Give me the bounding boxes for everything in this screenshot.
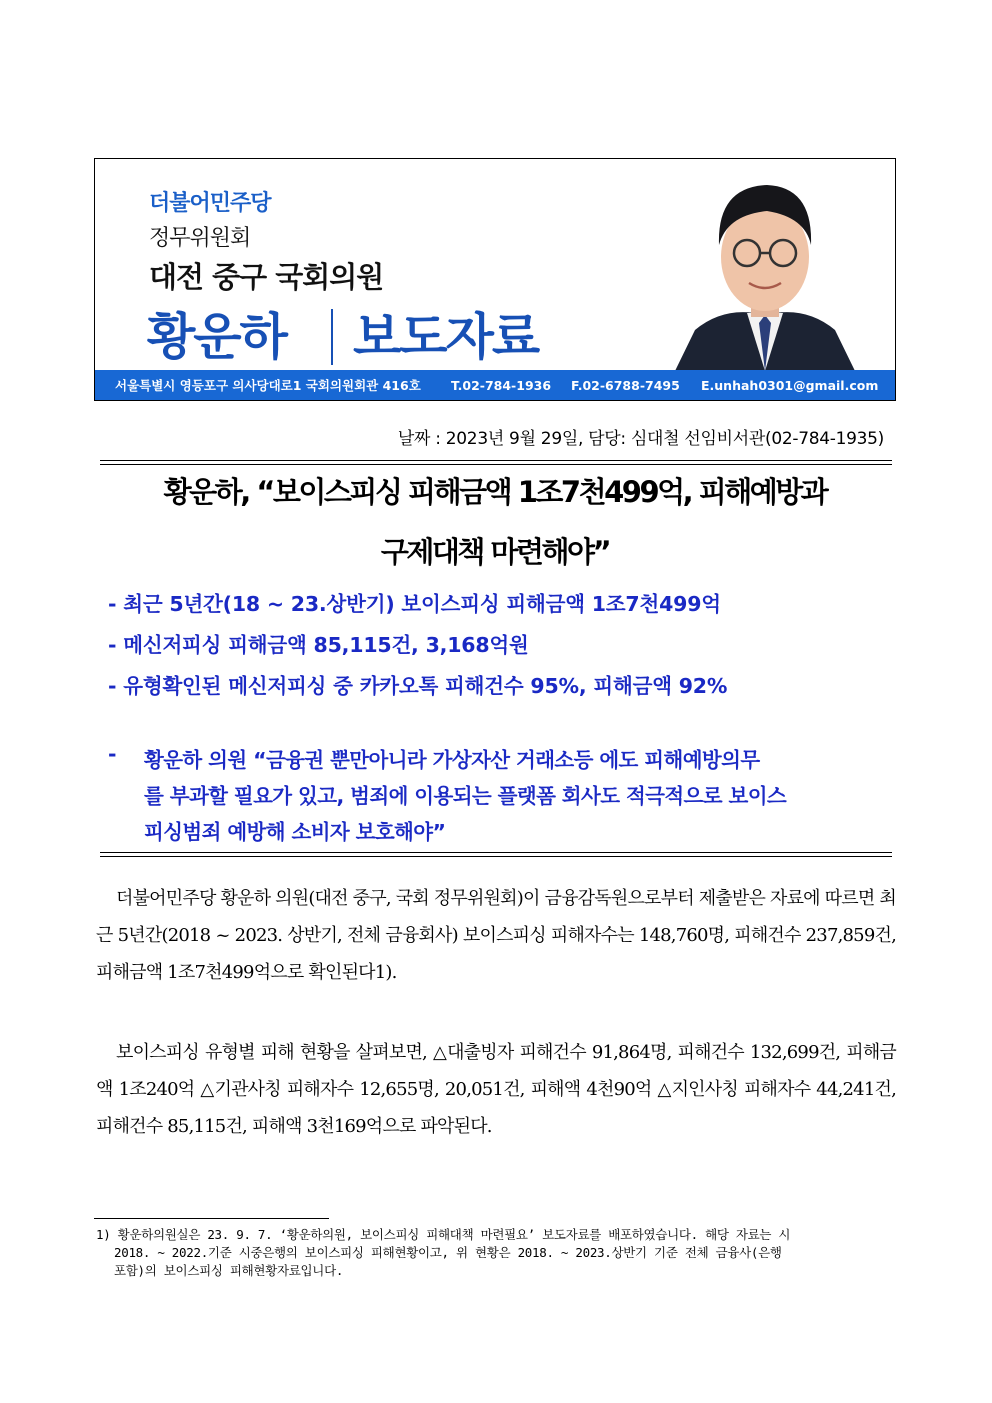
quote-text [144,742,894,850]
headline-line-2: 구제대책 마련해야” [380,535,610,569]
press-release-label: 보도자료 [353,308,539,366]
quote-line: 피싱범죄 예방해 소비자 보호해야” [144,820,446,844]
footnote-separator [94,1218,329,1219]
summary-bullet: - 유형확인된 메신저피싱 중 카카오톡 피해건수 95%, 피해금액 92% [108,674,728,698]
footnote [96,1226,896,1280]
office-address: 서울특별시 영등포구 의사당대로1 국회의원회관 416호 [115,378,421,393]
summary-bullet: - 최근 5년간(18 ~ 23.상반기) 보이스피싱 피해금액 1조7천499억 [108,592,721,616]
headline [94,460,896,582]
press-release-banner [94,158,896,401]
banner-divider [331,309,333,365]
body-paragraph-1: 더불어민주당 황운하 의원(대전 중구, 국회 정무위원회)이 금융감독원으로부터 제출받은 자료에 따르면 최근 5년간(2018 ~ 2023. 상반기, 전체 금융회사) 보이스피싱 피해자수는 148,760명, 피해건수 237,859건, 피해금액 1조7천499억으로 확인된다1). [96,888,896,983]
headline-bottom-rule [100,852,892,857]
headline-line-1: 황운하, “보이스피싱 피해금액 1조7천499억, 피해예방과 [163,475,827,509]
body-paragraph-2: 보이스피싱 유형별 피해 현황을 살펴보면, △대출빙자 피해건수 91,864명, 피해건수 132,699건, 피해금액 1조240억 △기관사칭 피해자수 12,655명, 20,051건, 피해액 4천90억 △지인사칭 피해자수 44,241건, 피해건수 85,115건, 피해액 3천169억으로 파악된다. [96,1042,896,1137]
member-name: 황운하 [147,308,286,366]
office-phone: T.02-784-1936 [451,377,552,393]
quote-line: 황운하 의원 “금융권 뿐만아니라 가상자산 거래소등 에도 피해예방의무 [144,748,760,772]
footnote-line: 포함)의 보이스피싱 피해현황자료입니다. [114,1263,344,1278]
office-fax: F.02-6788-7495 [571,377,680,393]
district-title: 대전 중구 국회의원 [149,260,384,294]
footnote-line: 1) 황운하의원실은 23. 9. 7. ‘황운하의원, 보이스피싱 피해대책 마련필요’ 보도자료를 배포하였습니다. 해당 자료는 시 [96,1227,791,1242]
party-name: 더불어민주당 [149,191,271,216]
member-portrait-image [655,165,875,371]
summary-bullets [108,584,908,707]
quote-line: 를 부과할 필요가 있고, 범죄에 이용되는 플랫폼 회사도 적극적으로 보이스 [144,784,787,808]
office-email: E.unhah0301@gmail.com [701,377,879,393]
footnote-line: 2018. ~ 2022.기준 시중은행의 보이스피싱 피해현황이고, 위 현황은 2018. ~ 2023.상반기 기준 전체 금융사(은행 [114,1245,782,1260]
dateline: 날짜 : 2023년 9월 29일, 담당: 심대철 선임비서관(02-784-1935) [397,429,884,449]
quote-dash: - [108,742,117,766]
contact-bar [95,370,895,400]
committee-name: 정무위원회 [149,226,251,251]
summary-bullet: - 메신저피싱 피해금액 85,115건, 3,168억원 [108,633,529,657]
